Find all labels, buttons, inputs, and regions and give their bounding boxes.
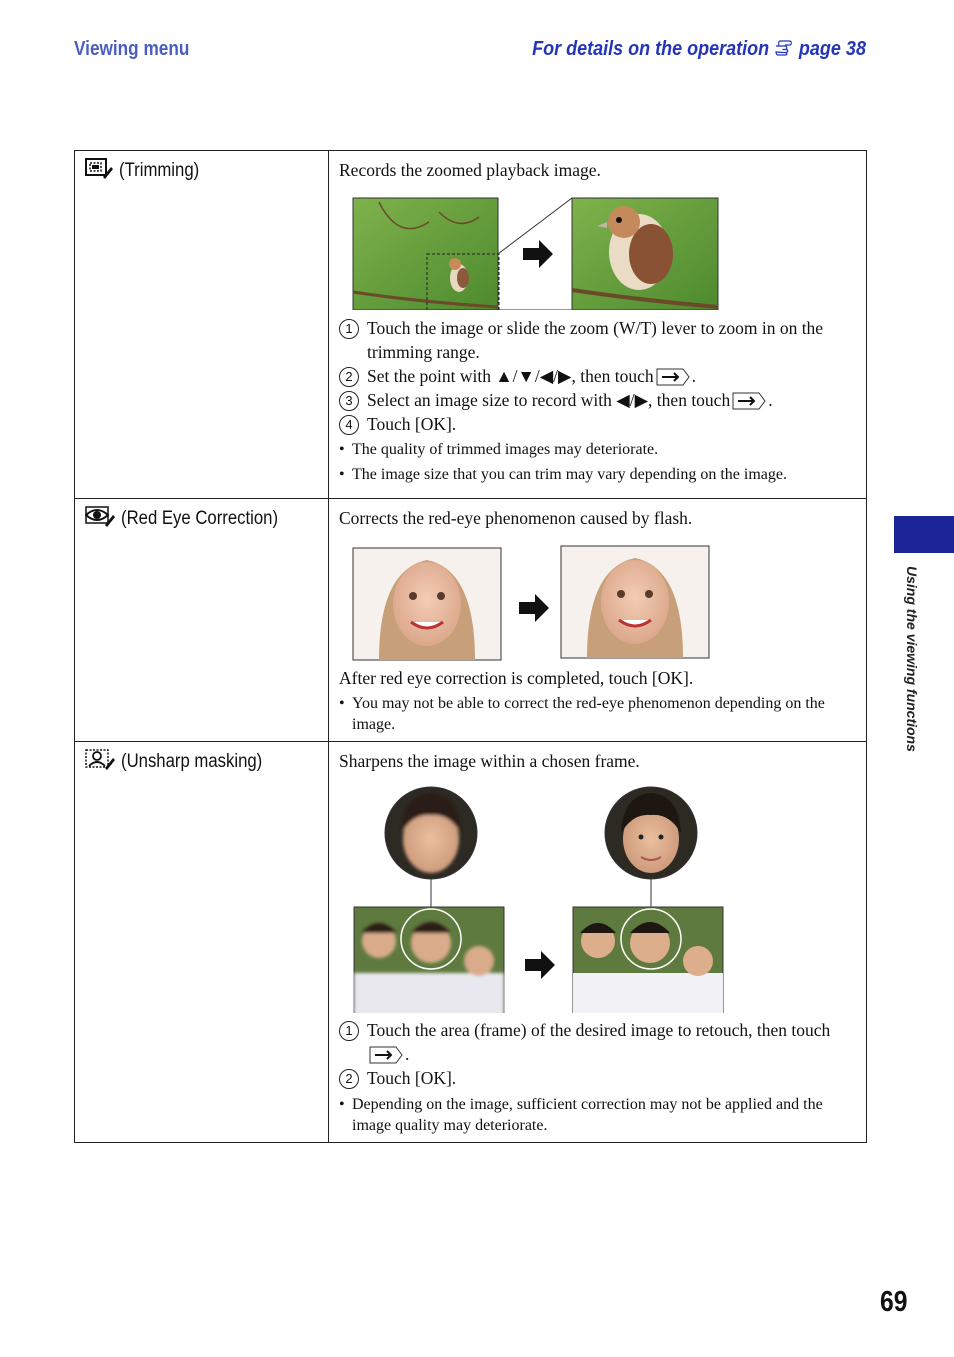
forward-arrow-button-icon [656, 368, 690, 386]
details-prefix: For details on the operation [532, 38, 775, 60]
red-eye-icon [85, 505, 115, 533]
red-eye-after-text: After red eye correction is completed, touch [OK]. [339, 668, 694, 688]
unsharp-masking-icon [85, 748, 115, 776]
details-page: page 38 [798, 38, 866, 60]
unsharp-label: (Unsharp masking) [121, 751, 263, 772]
trimming-step-2: 2 Set the point with ▲/▼/◀/▶, then touch . [339, 364, 856, 388]
unsharp-name-cell [75, 742, 329, 1143]
unsharp-illustration-graphic [339, 773, 859, 1013]
unsharp-illustration [339, 773, 856, 1013]
table-row-red-eye [75, 499, 867, 742]
section-title: Viewing menu [74, 38, 190, 60]
trimming-description-cell [329, 151, 867, 499]
trimming-intro: Records the zoomed playback image. [339, 160, 601, 180]
trimming-name-cell [75, 151, 329, 499]
trimming-step-4: 4 Touch [OK]. [339, 412, 856, 436]
details-reference [532, 38, 866, 61]
trimming-illustration [339, 182, 856, 310]
red-eye-note-1: • You may not be able to correct the red-eye phenomenon depending on the image. [339, 695, 825, 733]
unsharp-step-2: 2 Touch [OK]. [339, 1066, 856, 1090]
trimming-step-3: 3 Select an image size to record with ◀/▶, then touch . [339, 388, 856, 412]
trimming-illustration-graphic [339, 182, 859, 310]
red-eye-label: (Red Eye Correction) [121, 508, 279, 529]
trimming-note-1: • The quality of trimmed images may deteriorate. [339, 441, 659, 458]
unsharp-description-cell [329, 742, 867, 1143]
side-tab-marker [894, 516, 954, 553]
trimming-label: (Trimming) [119, 160, 200, 181]
trimming-note-2: • The image size that you can trim may vary depending on the image. [339, 466, 787, 483]
trimming-icon [85, 157, 113, 185]
table-row-trimming [75, 151, 867, 499]
table-row-unsharp [75, 742, 867, 1143]
red-eye-description-cell [329, 499, 867, 742]
forward-arrow-button-icon [732, 392, 766, 410]
hand-pointer-icon [774, 38, 794, 60]
red-eye-intro: Corrects the red-eye phenomenon caused by flash. [339, 508, 693, 528]
page-number: 69 [880, 1286, 908, 1318]
forward-arrow-button-icon [369, 1046, 403, 1064]
unsharp-step-1: 1 Touch the area (frame) of the desired image to retouch, then touch. [339, 1018, 856, 1066]
viewing-menu-table [74, 150, 867, 1143]
red-eye-name-cell [75, 499, 329, 742]
side-tab-label: Using the viewing functions [904, 566, 920, 752]
unsharp-intro: Sharpens the image within a chosen frame. [339, 751, 640, 771]
red-eye-illustration-graphic [339, 530, 859, 662]
unsharp-note-1: • Depending on the image, sufficient correction may not be applied and the image quality may deteriorate. [339, 1096, 823, 1134]
red-eye-illustration [339, 530, 856, 662]
trimming-step-1: 1 Touch the image or slide the zoom (W/T) lever to zoom in on the trimming range. [339, 316, 856, 364]
